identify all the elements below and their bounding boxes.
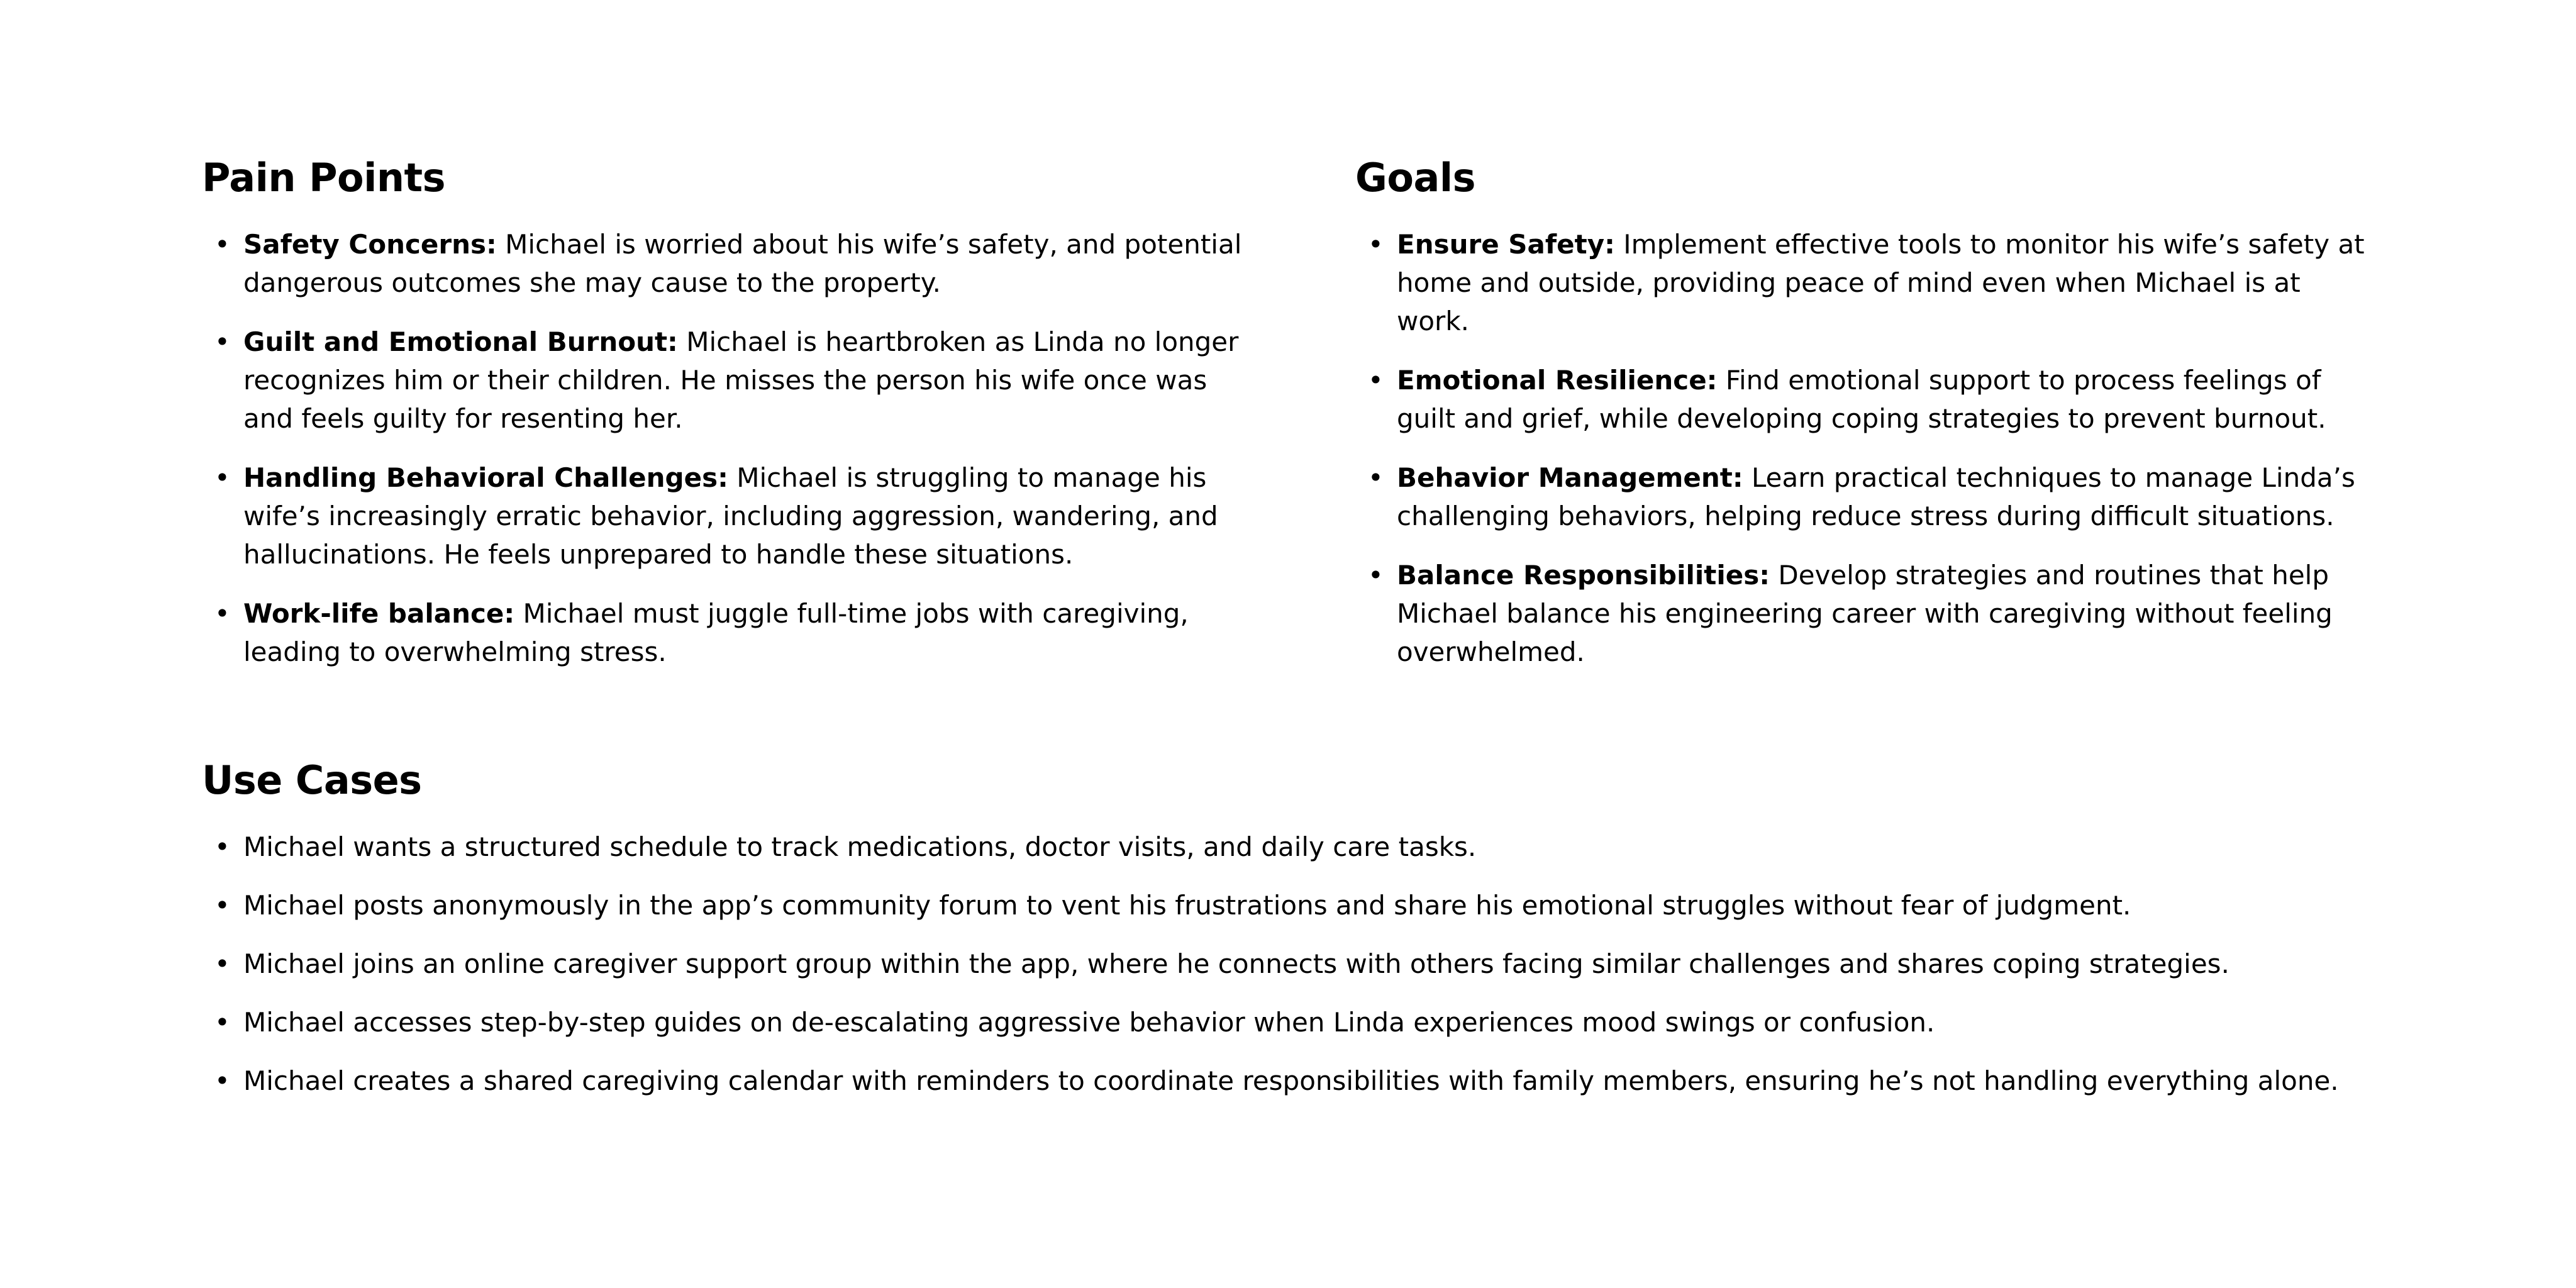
goals-list (1355, 225, 2399, 671)
list-item: • Michael posts anonymously in the app’s community forum to vent his frustrations and share his emotional struggles without fear of judgment. (202, 886, 2390, 924)
list-item (1355, 556, 2378, 671)
item-label: Emotional Resilience: (1397, 365, 1718, 396)
list-item (1355, 458, 2378, 535)
item-label: Ensure Safety: (1397, 229, 1615, 260)
item-label: Work-life balance: (243, 598, 515, 629)
list-item: • Michael creates a shared caregiving calendar with reminders to coordinate responsibilities with family members, ensuring he’s not handling everything alone. (202, 1062, 2390, 1100)
use-cases-list (202, 828, 2390, 1100)
item-text: Learn practical techniques to manage Linda’s challenging behaviors, helping reduce stress during difficult situations. (1397, 462, 2355, 531)
goals-section (1355, 150, 2399, 692)
pain-points-list (202, 225, 1271, 671)
list-item: • Michael joins an online caregiver support group within the app, where he connects with others facing similar challenges and shares coping strategies. (202, 945, 2390, 983)
item-text: Implement effective tools to monitor his wife’s safety at home and outside, providing peace of mind even when Michael is at work. (1397, 229, 2365, 336)
list-item (202, 458, 1250, 574)
use-cases-heading: Use Cases (202, 757, 422, 803)
item-label: Handling Behavioral Challenges: (243, 462, 728, 493)
list-item: • Michael accesses step-by-step guides on de-escalating aggressive behavior when Linda experiences mood swings or confusion. (202, 1003, 2390, 1041)
item-label: Balance Responsibilities: (1397, 560, 1770, 591)
list-item (202, 225, 1250, 302)
item-label: Behavior Management: (1397, 462, 1743, 493)
item-text: Michael is struggling to manage his wife’s increasingly erratic behavior, including aggression, wandering, and hallucinations. He feels unprepared to handle these situations. (243, 462, 1218, 570)
item-text: Michael is heartbroken as Linda no longer recognizes him or their children. He misses the person his wife once was and feels guilty for resenting her. (243, 326, 1239, 434)
item-text: Michael is worried about his wife’s safety, and potential dangerous outcomes she may cause to the property. (243, 229, 1242, 298)
list-item (1355, 225, 2378, 340)
list-item (202, 323, 1250, 438)
pain-points-heading: Pain Points (202, 155, 446, 201)
item-text: Develop strategies and routines that help Michael balance his engineering career with caregiving without feeling overwhelmed. (1397, 560, 2333, 667)
use-cases-section (202, 752, 2390, 1120)
list-item (202, 594, 1250, 671)
item-text: Find emotional support to process feelings of guilt and grief, while developing coping strategies to prevent burnout. (1397, 365, 2326, 434)
item-label: Guilt and Emotional Burnout: (243, 326, 678, 357)
list-item: • Michael wants a structured schedule to track medications, doctor visits, and daily care tasks. (202, 828, 2390, 866)
pain-points-section (202, 150, 1271, 692)
list-item (1355, 361, 2378, 438)
item-text: Michael must juggle full-time jobs with caregiving, leading to overwhelming stress. (243, 598, 1189, 667)
goals-heading: Goals (1355, 155, 1475, 201)
item-label: Safety Concerns: (243, 229, 497, 260)
